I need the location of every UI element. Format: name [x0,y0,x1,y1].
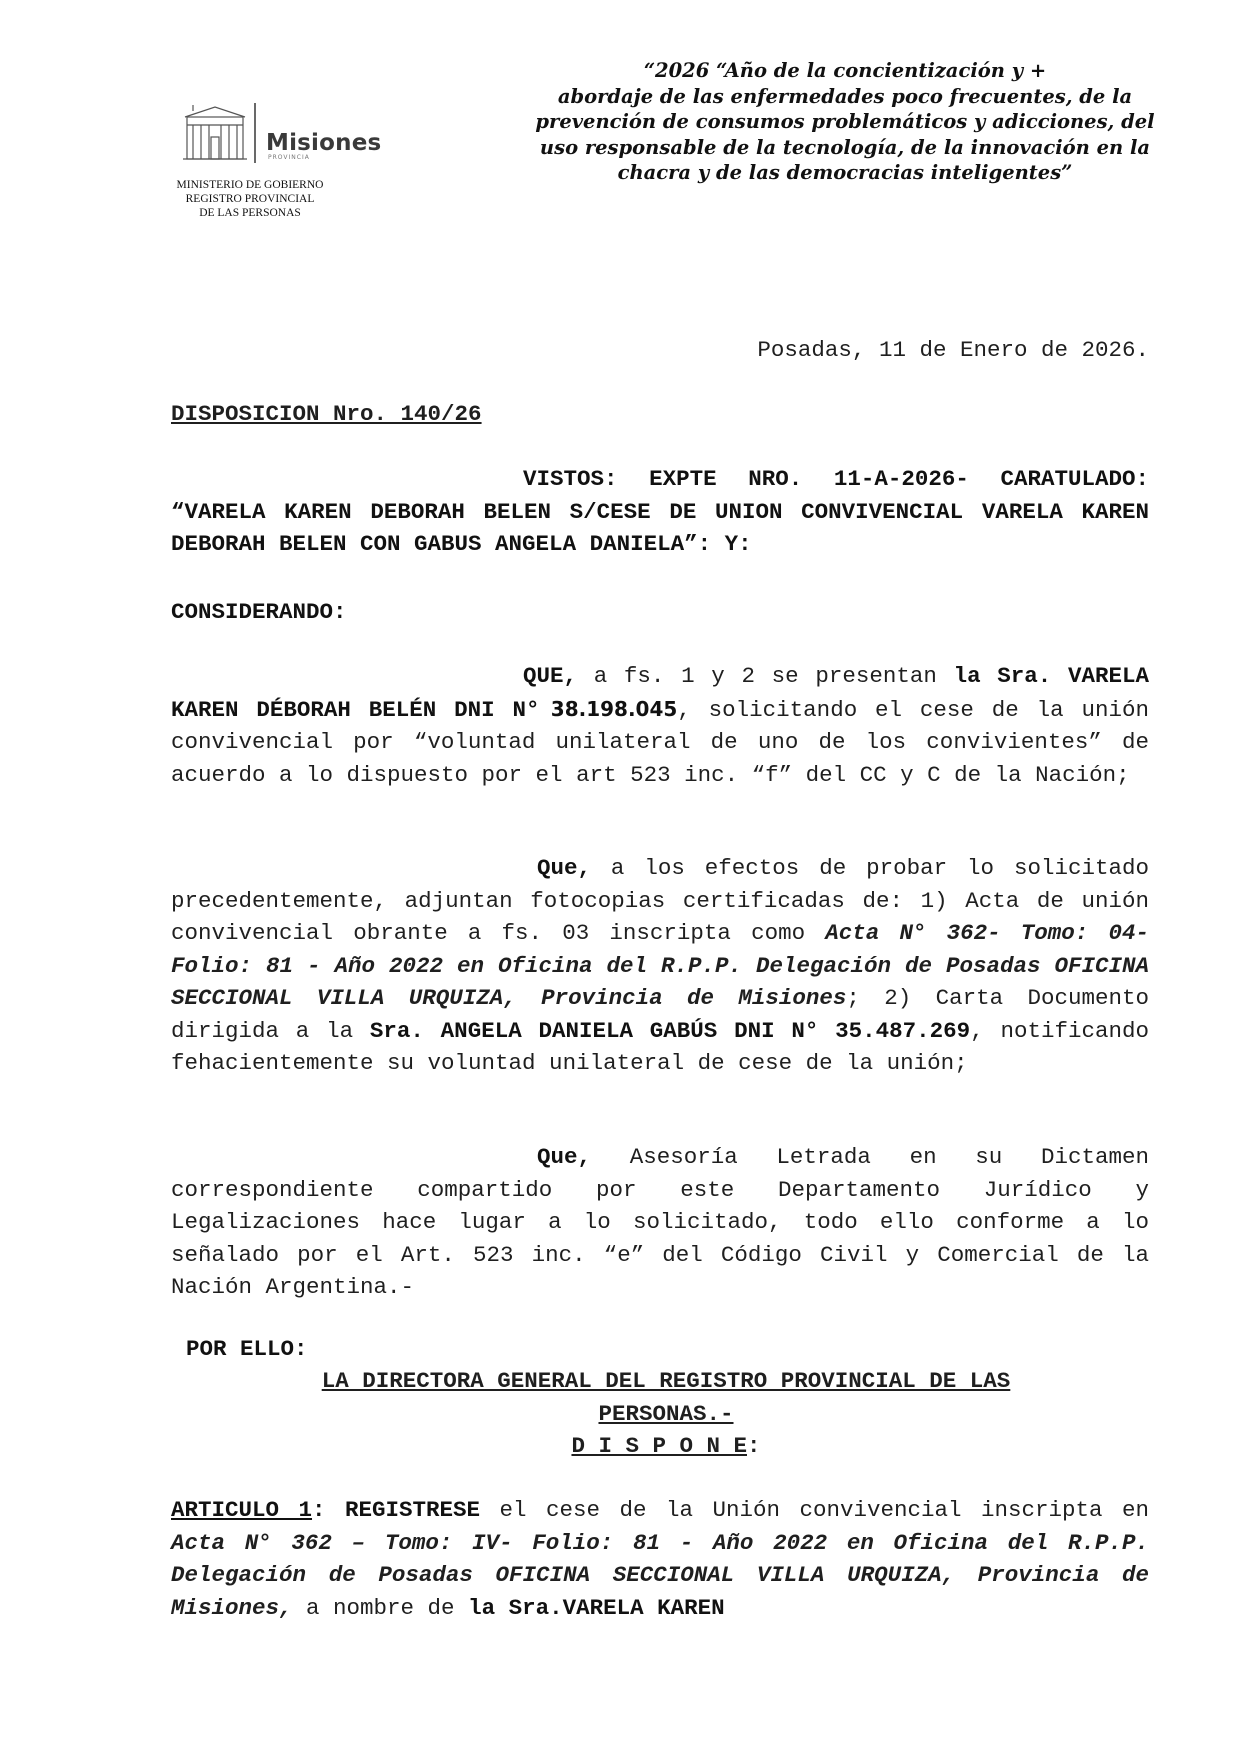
ministry-heading [160,178,340,220]
que-label: Que, [537,855,592,881]
vistos-caption: “VARELA KAREN DEBORAH BELEN S/CESE DE UNION CONVIVENCIAL VARELA KAREN DEBORAH BELEN CON GABUS ANGELA DANIELA”: Y: [171,498,1149,557]
motto-line: “2026 “Año de la concientización y + [643,59,1047,82]
considerando-paragraph-2 [171,852,1149,1080]
logo-wordmark: Misiones [266,130,382,156]
registrese-verb: REGISTRESE [345,1497,481,1523]
motto-line: chacra y de las democracias inteligentes” [617,161,1073,184]
directora-line-1: LA DIRECTORA GENERAL DEL REGISTRO PROVINCIAL DE LAS [321,1368,1011,1394]
art1-applicant: la Sra.VARELA KAREN [468,1594,725,1621]
motto-line: prevención de consumos problemáticos y adicciones, del [535,110,1155,133]
articulo-1-colon: : [312,1497,346,1523]
articulo-1 [171,1494,1149,1624]
que-label: Que, [537,1144,592,1170]
que-label: QUE, [523,663,578,689]
considerando-paragraph-1 [171,660,1149,791]
p1-applicant: la Sra. VARELA KAREN DÉBORAH BELÉN DNI N° [171,663,1150,723]
art1-text-2: a nombre de [292,1594,469,1621]
ministry-line: MINISTERIO DE GOBIERNO [176,179,324,191]
directora-heading [177,1365,1155,1463]
document-date: Posadas, 11 de Enero de 2026. [757,337,1149,363]
p2-acta-reference: Acta N° 362- Tomo: 04- Folio: 81 - Año 2022 en Oficina del R.P.P. Delegación de Posadas OFICINA SECCIONAL VILLA URQUIZA, Provincia de Misiones [171,920,1149,1011]
dispone-label: D I S P O N E [571,1433,747,1459]
articulo-1-label: ARTICULO 1 [171,1497,313,1523]
p3-text-1: Asesoría Letrada en su Dictamen correspondiente compartido por este Departamento Jurídico y Legalizaciones hace lugar a lo solicitado, todo ello conforme a lo señalado por el Art. 523 inc. “e” del Código Civil y Comercial de la Nación Argentina.- [171,1144,1149,1300]
p2-text-3: , notificando fehacientemente su voluntad unilateral de cese de la unión; [171,1017,1149,1076]
vistos-paragraph [171,463,1149,561]
considerando-paragraph-3 [171,1141,1149,1304]
p2-partner: Sra. ANGELA DANIELA GABÚS DNI N° 35.487.269 [369,1017,971,1044]
ministry-line: REGISTRO PROVINCIAL [185,193,315,205]
year-motto [515,58,1175,186]
p1-text-2: , solicitando el cese de la unión convivencial por “voluntad unilateral de uno de los convivientes” de acuerdo a lo dispuesto por el art 523 inc. “f” del CC y C de la Nación; [171,696,1149,788]
logo-subtitle: PROVINCIA [268,154,310,161]
considerando-heading [171,596,1149,629]
vistos-lead: VISTOS: EXPTE NRO. 11-A-2026- CARATULADO: [523,466,1149,492]
art1-text-1: el cese de la Unión convivencial inscripta en [480,1497,1149,1523]
p1-text-1: a fs. 1 y 2 se presentan [577,663,954,689]
disposition-title: DISPOSICION Nro. 140/26 [171,401,482,427]
considerando-label: CONSIDERANDO: [171,599,347,625]
dispone-colon: : [747,1433,761,1459]
art1-acta-reference: Acta N° 362 – Tomo: IV- Folio: 81 - Año 2022 en Oficina del R.P.P. Delegación de Posadas OFICINA SECCIONAL VILLA URQUIZA, Provincia de Misiones, [171,1529,1149,1621]
motto-line: abordaje de las enfermedades poco frecuentes, de la [557,84,1133,108]
directora-line-2: PERSONAS.- [598,1400,734,1427]
por-ello-heading [186,1333,1164,1366]
p2-text-2: ; 2) Carta Documento dirigida a la [171,985,1150,1044]
p1-dni: 38.198.045 [539,696,678,721]
ministry-line: DE LAS PERSONAS [199,207,301,219]
p2-text-1: a los efectos de probar lo solicitado precedentemente, adjuntan fotocopias certificadas de: 1) Acta de unión convivencial obrante a fs. 03 inscripta como [171,855,1149,946]
motto-line: uso responsable de la tecnología, de la innovación en la [539,135,1151,159]
por-ello-label: POR ELLO: [186,1336,308,1362]
